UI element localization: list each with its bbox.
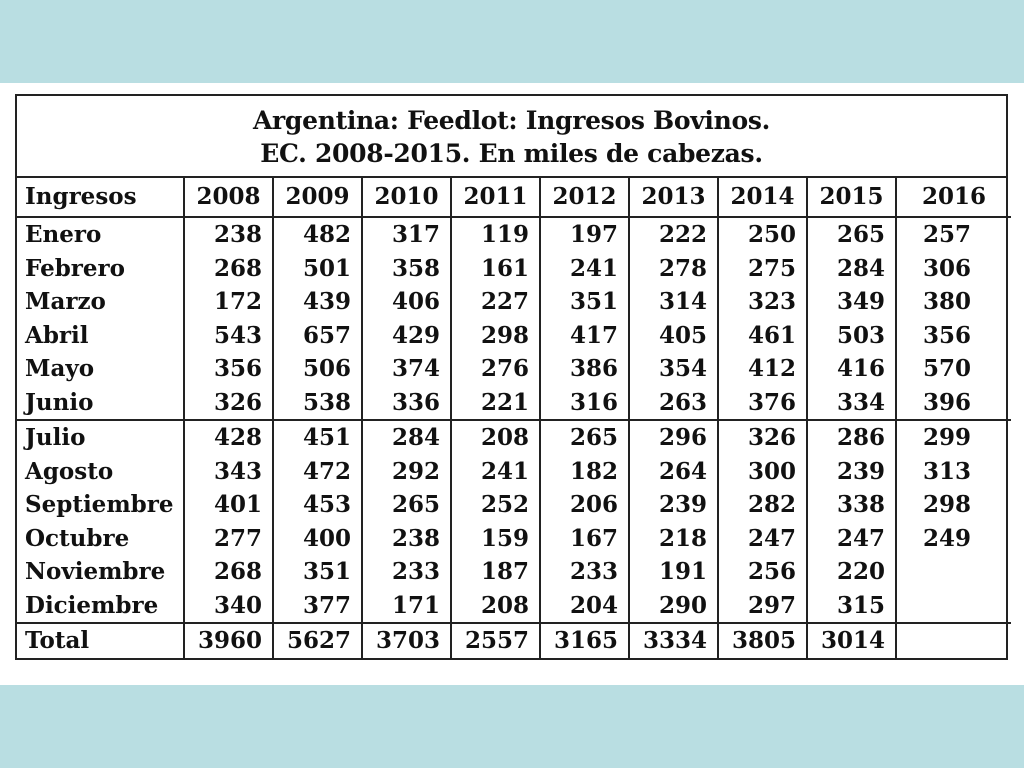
table-cell: 570 bbox=[896, 352, 1011, 386]
table-cell: 191 bbox=[629, 555, 718, 589]
table-row bbox=[17, 217, 1011, 252]
table-cell: 401 bbox=[184, 488, 273, 522]
data-table bbox=[17, 178, 1011, 658]
table-cell: 233 bbox=[540, 555, 629, 589]
table-cell: 238 bbox=[362, 522, 451, 556]
table-row bbox=[17, 352, 1011, 386]
table-cell: 221 bbox=[451, 386, 540, 421]
table-title bbox=[17, 96, 1006, 178]
table-cell: 204 bbox=[540, 589, 629, 624]
table-cell: 396 bbox=[896, 386, 1011, 421]
table-cell: 264 bbox=[629, 455, 718, 489]
table-cell: 220 bbox=[807, 555, 896, 589]
table-cell: 275 bbox=[718, 252, 807, 286]
table-cell: 161 bbox=[451, 252, 540, 286]
table-cell: 349 bbox=[807, 285, 896, 319]
table-cell: 239 bbox=[807, 455, 896, 489]
table-cell: 428 bbox=[184, 420, 273, 455]
table-cell: 208 bbox=[451, 589, 540, 624]
table-cell: 233 bbox=[362, 555, 451, 589]
table-cell: 3334 bbox=[629, 623, 718, 658]
table-cell: 167 bbox=[540, 522, 629, 556]
table-header-row bbox=[17, 178, 1011, 217]
table-cell: 249 bbox=[896, 522, 1011, 556]
table-cell: 227 bbox=[451, 285, 540, 319]
table-cell: 197 bbox=[540, 217, 629, 252]
table-row bbox=[17, 252, 1011, 286]
table-cell: 482 bbox=[273, 217, 362, 252]
table-cell: 119 bbox=[451, 217, 540, 252]
table-cell: 278 bbox=[629, 252, 718, 286]
table-cell: 501 bbox=[273, 252, 362, 286]
table-cell: 2557 bbox=[451, 623, 540, 658]
row-label: Diciembre bbox=[25, 591, 159, 619]
table-cell: 506 bbox=[273, 352, 362, 386]
table-cell: 265 bbox=[807, 217, 896, 252]
table-cell: 3014 bbox=[807, 623, 896, 658]
table-row bbox=[17, 455, 1011, 489]
table-cell: 316 bbox=[540, 386, 629, 421]
table-cell: 351 bbox=[540, 285, 629, 319]
table-cell: 241 bbox=[540, 252, 629, 286]
row-label: Junio bbox=[25, 388, 94, 416]
table-cell: 380 bbox=[896, 285, 1011, 319]
table-cell: 282 bbox=[718, 488, 807, 522]
table-cell bbox=[896, 555, 1011, 589]
table-cell: 351 bbox=[273, 555, 362, 589]
table-cell: 268 bbox=[184, 252, 273, 286]
table-cell: 299 bbox=[896, 420, 1011, 455]
header-cell-year: 2010 bbox=[362, 178, 451, 217]
table-cell: 292 bbox=[362, 455, 451, 489]
table-cell: 314 bbox=[629, 285, 718, 319]
table-row bbox=[17, 420, 1011, 455]
table-cell: 400 bbox=[273, 522, 362, 556]
table-cell: 284 bbox=[362, 420, 451, 455]
table-row bbox=[17, 285, 1011, 319]
table-row bbox=[17, 623, 1011, 658]
table-cell: 416 bbox=[807, 352, 896, 386]
table-cell: 206 bbox=[540, 488, 629, 522]
table-cell: 340 bbox=[184, 589, 273, 624]
table-cell: 313 bbox=[896, 455, 1011, 489]
table-cell: 472 bbox=[273, 455, 362, 489]
header-cell-year: 2015 bbox=[807, 178, 896, 217]
table-cell: 306 bbox=[896, 252, 1011, 286]
table-cell: 3805 bbox=[718, 623, 807, 658]
table-cell: 298 bbox=[451, 319, 540, 353]
table-cell: 268 bbox=[184, 555, 273, 589]
table-cell bbox=[896, 589, 1011, 624]
table-cell: 343 bbox=[184, 455, 273, 489]
table-cell: 265 bbox=[540, 420, 629, 455]
row-label: Mayo bbox=[25, 355, 95, 382]
table-row bbox=[17, 589, 1011, 624]
table-cell: 300 bbox=[718, 455, 807, 489]
table-cell: 374 bbox=[362, 352, 451, 386]
table-cell: 3703 bbox=[362, 623, 451, 658]
table-cell: 187 bbox=[451, 555, 540, 589]
table-cell: 543 bbox=[184, 319, 273, 353]
table-cell: 358 bbox=[362, 252, 451, 286]
title-line-2: EC. 2008-2015. En miles de cabezas. bbox=[260, 139, 763, 168]
table-cell: 461 bbox=[718, 319, 807, 353]
table-cell: 326 bbox=[184, 386, 273, 421]
table-cell: 338 bbox=[807, 488, 896, 522]
table-cell: 503 bbox=[807, 319, 896, 353]
table-cell: 257 bbox=[896, 217, 1011, 252]
table-cell: 315 bbox=[807, 589, 896, 624]
table-body bbox=[17, 217, 1011, 658]
data-table-frame bbox=[15, 94, 1008, 660]
table-cell: 451 bbox=[273, 420, 362, 455]
row-label: Noviembre bbox=[25, 558, 166, 585]
table-cell: 405 bbox=[629, 319, 718, 353]
table-cell: 276 bbox=[451, 352, 540, 386]
table-cell: 277 bbox=[184, 522, 273, 556]
table-cell: 429 bbox=[362, 319, 451, 353]
table-cell: 334 bbox=[807, 386, 896, 421]
header-cell-label: Ingresos bbox=[17, 178, 184, 217]
header-cell-year: 2008 bbox=[184, 178, 273, 217]
table-cell: 296 bbox=[629, 420, 718, 455]
table-row bbox=[17, 555, 1011, 589]
table-row bbox=[17, 522, 1011, 556]
row-label: Marzo bbox=[25, 288, 106, 315]
row-label: Agosto bbox=[25, 457, 114, 485]
row-label: Octubre bbox=[25, 524, 130, 552]
table-row bbox=[17, 386, 1011, 421]
table-cell: 657 bbox=[273, 319, 362, 353]
table-cell: 241 bbox=[451, 455, 540, 489]
table-cell: 336 bbox=[362, 386, 451, 421]
table-row bbox=[17, 319, 1011, 353]
table-cell: 417 bbox=[540, 319, 629, 353]
table-cell: 172 bbox=[184, 285, 273, 319]
table-cell: 222 bbox=[629, 217, 718, 252]
table-cell: 182 bbox=[540, 455, 629, 489]
table-cell: 5627 bbox=[273, 623, 362, 658]
row-label: Enero bbox=[25, 221, 102, 248]
table-cell: 171 bbox=[362, 589, 451, 624]
table-cell: 356 bbox=[184, 352, 273, 386]
table-cell: 208 bbox=[451, 420, 540, 455]
table-cell: 376 bbox=[718, 386, 807, 421]
header-cell-year: 2012 bbox=[540, 178, 629, 217]
table-cell: 247 bbox=[718, 522, 807, 556]
table-cell: 3960 bbox=[184, 623, 273, 658]
table-cell: 159 bbox=[451, 522, 540, 556]
row-label: Abril bbox=[25, 321, 89, 349]
table-cell: 538 bbox=[273, 386, 362, 421]
table-cell: 354 bbox=[629, 352, 718, 386]
table-cell: 284 bbox=[807, 252, 896, 286]
row-label: Julio bbox=[17, 420, 184, 455]
header-cell-year: 2013 bbox=[629, 178, 718, 217]
header-cell-year: 2009 bbox=[273, 178, 362, 217]
table-cell: 297 bbox=[718, 589, 807, 624]
table-cell: 252 bbox=[451, 488, 540, 522]
table-cell: 250 bbox=[718, 217, 807, 252]
table-cell: 377 bbox=[273, 589, 362, 624]
table-cell bbox=[896, 623, 1011, 658]
table-cell: 453 bbox=[273, 488, 362, 522]
header-cell-year: 2011 bbox=[451, 178, 540, 217]
table-cell: 298 bbox=[896, 488, 1011, 522]
slide-content bbox=[0, 83, 1024, 685]
table-cell: 439 bbox=[273, 285, 362, 319]
table-cell: 239 bbox=[629, 488, 718, 522]
table-cell: 263 bbox=[629, 386, 718, 421]
table-cell: 290 bbox=[629, 589, 718, 624]
table-cell: 218 bbox=[629, 522, 718, 556]
header-cell-year: 2016 bbox=[896, 178, 1011, 217]
row-label: Febrero bbox=[25, 254, 125, 282]
table-row bbox=[17, 488, 1011, 522]
table-cell: 317 bbox=[362, 217, 451, 252]
row-label: Total bbox=[17, 623, 184, 658]
table-cell: 386 bbox=[540, 352, 629, 386]
table-cell: 356 bbox=[896, 319, 1011, 353]
title-line-1: Argentina: Feedlot: Ingresos Bovinos. bbox=[252, 106, 771, 135]
table-cell: 286 bbox=[807, 420, 896, 455]
table-cell: 238 bbox=[184, 217, 273, 252]
row-label: Septiembre bbox=[25, 491, 174, 518]
header-cell-year: 2014 bbox=[718, 178, 807, 217]
table-cell: 265 bbox=[362, 488, 451, 522]
table-cell: 326 bbox=[718, 420, 807, 455]
table-cell: 3165 bbox=[540, 623, 629, 658]
table-cell: 247 bbox=[807, 522, 896, 556]
table-cell: 323 bbox=[718, 285, 807, 319]
table-cell: 412 bbox=[718, 352, 807, 386]
table-cell: 256 bbox=[718, 555, 807, 589]
table-cell: 406 bbox=[362, 285, 451, 319]
